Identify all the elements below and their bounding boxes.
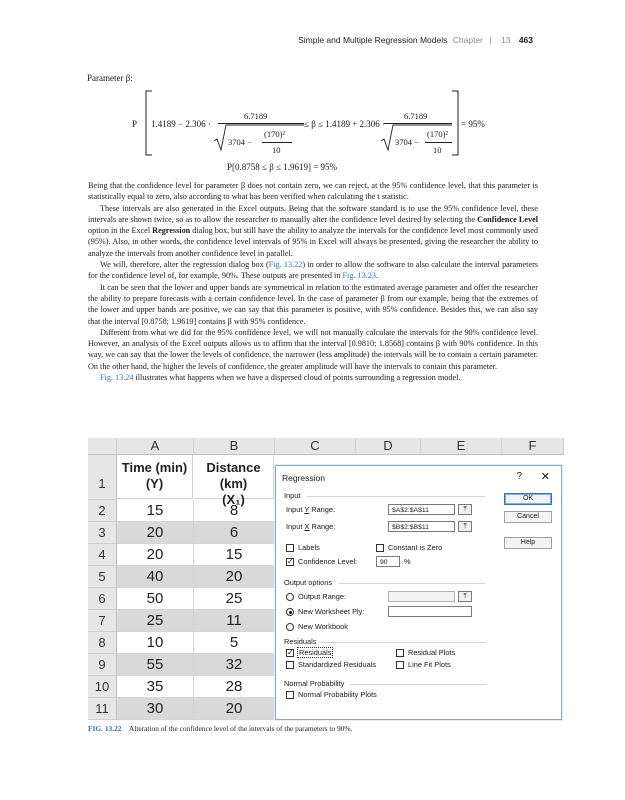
paragraph-3: [88, 259, 538, 282]
normal-probability-group-label: Normal Probability: [284, 679, 345, 688]
eq-equals: = 95%: [461, 119, 485, 129]
new-worksheet-field[interactable]: [388, 606, 472, 617]
output-range-radio[interactable]: [286, 593, 294, 601]
eq-middle-term: ≤ β ≤ 1.4189 + 2.306 ·: [304, 119, 386, 129]
eq-right-sqrt-term: 3704 −: [395, 137, 419, 147]
body-text: [88, 180, 538, 383]
input-group-divider: [306, 496, 486, 497]
table-cell[interactable]: 55: [117, 654, 194, 676]
row-header[interactable]: 9: [88, 654, 117, 676]
standardized-residuals-checkbox[interactable]: [286, 661, 294, 669]
eq-left-inner-bottom: 10: [272, 145, 281, 155]
line-fit-plots-checkbox[interactable]: [396, 661, 404, 669]
confidence-level-input[interactable]: 90: [376, 556, 400, 567]
output-group-divider: [338, 583, 486, 584]
paragraph-2: [88, 203, 538, 259]
new-worksheet-label: New Worksheet Ply:: [298, 607, 365, 616]
residuals-group-divider: [318, 642, 486, 643]
table-cell[interactable]: 35: [117, 676, 194, 698]
normal-probability-plots-checkbox[interactable]: [286, 691, 294, 699]
fig-13-22-link[interactable]: Fig. 13.22: [268, 260, 303, 270]
p3-text-e: .: [375, 271, 378, 281]
running-head: [298, 35, 533, 45]
figure-caption-text: Alteration of the confidence level of the intervals of the parameters to 90%.: [128, 724, 353, 733]
eq-left-inner-bar: [262, 142, 292, 143]
column-header-a[interactable]: A: [117, 438, 194, 455]
header-cell-time[interactable]: [117, 455, 193, 499]
new-workbook-label: New Workbook: [298, 622, 348, 631]
table-cell[interactable]: 5: [194, 632, 275, 654]
residual-plots-checkbox[interactable]: [396, 649, 404, 657]
eq-prob: P: [132, 119, 138, 129]
ok-button[interactable]: OK: [504, 493, 552, 505]
row-header[interactable]: 2: [88, 500, 117, 522]
normal-group-divider: [350, 684, 486, 685]
column-header-b[interactable]: B: [194, 438, 275, 455]
confidence-level-label: Confidence Level:: [298, 557, 358, 566]
labels-label: Labels: [298, 543, 320, 552]
eq-left-term: 1.4189 − 2.306 ·: [151, 119, 211, 129]
table-cell[interactable]: 20: [194, 566, 275, 588]
input-y-label: Input Y Range:: [286, 505, 336, 514]
eq-left-inner-top: (170)²: [264, 129, 285, 139]
input-x-collapse-button[interactable]: ⤒: [458, 521, 472, 532]
column-header-e[interactable]: E: [421, 438, 502, 455]
paragraph-4: It can be seen that the lower and upper bands are symmetrical in relation to the estimated average parameter and offer the researcher the ability to prepare forecasts with a certain confidence level. In the case of parameter β from our example, being that the extremes of the lower and upper bands are positive, we can say that this parameter is positive, with 95% confidence. Besides this, we can also say that the interval [0.8758; 1.9619] contains β with 95% confidence.: [88, 282, 538, 326]
p3-text-a: We will, therefore, alter the regression dialog box (: [100, 260, 269, 270]
percent-sign: %: [404, 557, 411, 566]
figure-caption-label: FIG. 13.22: [88, 724, 122, 733]
eq-right-fraction-bar: [384, 123, 452, 124]
eq-right-inner-bar: [425, 142, 452, 143]
running-head-title: Simple and Multiple Regression Models: [298, 35, 448, 45]
row-header[interactable]: 5: [88, 566, 117, 588]
p6-text-b: illustrates what happens when we have a dispersed cloud of points surrounding a regression model.: [133, 373, 461, 383]
table-cell[interactable]: 28: [194, 676, 275, 698]
table-cell[interactable]: 40: [117, 566, 194, 588]
regression-dialog: [275, 465, 562, 720]
row-header[interactable]: 1: [88, 455, 117, 500]
confidence-level-checkbox[interactable]: ✓: [287, 557, 294, 566]
eq-left-numerator: 6.7189: [244, 111, 268, 121]
row-header[interactable]: 8: [88, 632, 117, 654]
table-cell[interactable]: 11: [194, 610, 275, 632]
fig-13-24-link[interactable]: Fig. 13.24: [100, 373, 134, 383]
output-options-label: Output options: [284, 578, 333, 587]
input-group-label: Input: [284, 491, 301, 500]
table-cell[interactable]: 8: [194, 500, 275, 522]
row-header[interactable]: 3: [88, 522, 117, 544]
table-cell[interactable]: 15: [117, 500, 194, 522]
dialog-title: Regression: [282, 473, 325, 483]
column-header-c[interactable]: C: [275, 438, 356, 455]
p2-bold-regression: Regression: [152, 226, 191, 236]
labels-checkbox[interactable]: [286, 544, 294, 552]
help-question-icon[interactable]: ?: [516, 471, 522, 482]
p3-text-c: ) in order to allow the software to also calculate the interval parameters for the confidence level of, for example, 90%. These outputs are presented in: [88, 260, 538, 281]
page-number: 463: [518, 35, 533, 45]
excel-figure: [88, 438, 563, 720]
residuals-checkbox[interactable]: ✓: [287, 648, 294, 657]
line-fit-plots-label: Line Fit Plots: [408, 660, 451, 669]
p2-text-a: These intervals are also generated in the Excel outputs. Being that the software standard is to use the 95% confidence level, these intervals are shown twice, so as to allow the researcher to manually alter the confidence level desired by selecting the: [88, 203, 538, 224]
right-bracket: [452, 91, 458, 155]
residuals-label: Residuals: [299, 648, 332, 657]
table-cell[interactable]: 25: [117, 610, 194, 632]
table-cell[interactable]: 20: [194, 698, 275, 720]
close-icon[interactable]: ✕: [540, 471, 550, 483]
eq-left-fraction-bar: [218, 123, 304, 124]
paragraph-5: Different from what we did for the 95% confidence level, we will not manually calculate the intervals for the 90% confidence level. However, an analysis of the Excel outputs allows us to affirm that the interval [0.9810; 1.8568] contains β with 90% confidence. In this way, we can say that the lower the levels of confidence, the narrower (less amplitude) the intervals will be to contain a certain parameter. On the other hand, the higher the levels of confidence, the greater amplitude will have the intervals to contain this parameter.: [88, 327, 538, 371]
eq-right-numerator: 6.7189: [404, 111, 428, 121]
standardized-residuals-label: Standardized Residuals: [298, 660, 377, 669]
header-cell-distance[interactable]: [194, 455, 274, 507]
table-cell[interactable]: 32: [194, 654, 275, 676]
input-y-range-field[interactable]: $A$2:$A$11: [388, 504, 455, 515]
running-head-divider: |: [489, 35, 492, 45]
header-time-line2: (Y): [145, 476, 164, 491]
table-cell[interactable]: 50: [117, 588, 194, 610]
eq-right-inner-bottom: 10: [433, 145, 442, 155]
column-header-d[interactable]: D: [356, 438, 421, 455]
row-header[interactable]: 4: [88, 544, 117, 566]
row-header[interactable]: 7: [88, 610, 117, 632]
header-time-line1: Time (min): [121, 460, 188, 475]
new-worksheet-radio[interactable]: [286, 608, 294, 616]
p2-bold-confidence-level: Confidence Level: [477, 214, 538, 224]
residuals-group-label: Residuals: [284, 637, 317, 646]
header-distance-line2: (X₁): [222, 492, 245, 507]
eq-result: P[0.8758 ≤ β ≤ 1.9619] = 95%: [227, 162, 338, 172]
sheet-corner[interactable]: [88, 438, 117, 455]
help-button[interactable]: Help: [504, 537, 552, 549]
input-x-label: Input X Range:: [286, 522, 336, 531]
paragraph-6: [88, 372, 538, 383]
output-range-collapse-button[interactable]: ⤒: [458, 591, 472, 602]
column-header-f[interactable]: F: [502, 438, 564, 455]
input-x-range-field[interactable]: $B$2:$B$11: [388, 521, 455, 532]
new-workbook-radio[interactable]: [286, 623, 294, 631]
fig-13-23-link[interactable]: Fig. 13.23: [342, 271, 376, 281]
eq-left-sqrt-term: 3704 −: [228, 137, 252, 147]
table-cell[interactable]: 10: [117, 632, 194, 654]
row-header[interactable]: 10: [88, 676, 117, 698]
eq-right-inner-top: (170)²: [427, 129, 448, 139]
header-distance-line1: Distance (km): [206, 460, 261, 491]
table-cell[interactable]: 20: [117, 522, 194, 544]
row-header[interactable]: 11: [88, 698, 117, 720]
p2-text-c: option in the Excel: [88, 226, 153, 236]
table-cell[interactable]: 15: [194, 544, 275, 566]
figure-caption: [88, 724, 352, 733]
output-range-label: Output Range:: [298, 592, 347, 601]
table-cell[interactable]: 20: [117, 544, 194, 566]
normal-probability-plots-label: Normal Probability Plots: [298, 690, 377, 699]
input-y-collapse-button[interactable]: ⤒: [458, 504, 472, 515]
cancel-button[interactable]: Cancel: [504, 511, 552, 523]
output-range-field[interactable]: [388, 591, 455, 602]
table-cell[interactable]: 30: [117, 698, 194, 720]
running-head-chapter: Chapter: [452, 35, 483, 45]
table-cell[interactable]: 6: [194, 522, 275, 544]
running-head-chapter-number: 13: [500, 35, 511, 45]
constant-zero-checkbox[interactable]: [376, 544, 384, 552]
table-cell[interactable]: 25: [194, 588, 275, 610]
row-header[interactable]: 6: [88, 588, 117, 610]
parameter-label: Parameter β:: [87, 73, 133, 83]
p2-text-e: dialog box, but still have the ability to analyze the intervals for the confidence level most commonly used (95%). Also, in other words, the confidence level intervals of 95% in Excel will always be presented, giving the researcher the ability to analyze the intervals from another confidence level in parallel.: [88, 226, 538, 258]
constant-zero-label: Constant is Zero: [388, 543, 443, 552]
residual-plots-label: Residual Plots: [408, 648, 456, 657]
paragraph-1: Being that the confidence level for parameter β does not contain zero, we can reject, at the 95% confidence level, that this parameter is statistically equal to zero, also according to what has been verified when calculating the t statistic.: [88, 181, 538, 202]
